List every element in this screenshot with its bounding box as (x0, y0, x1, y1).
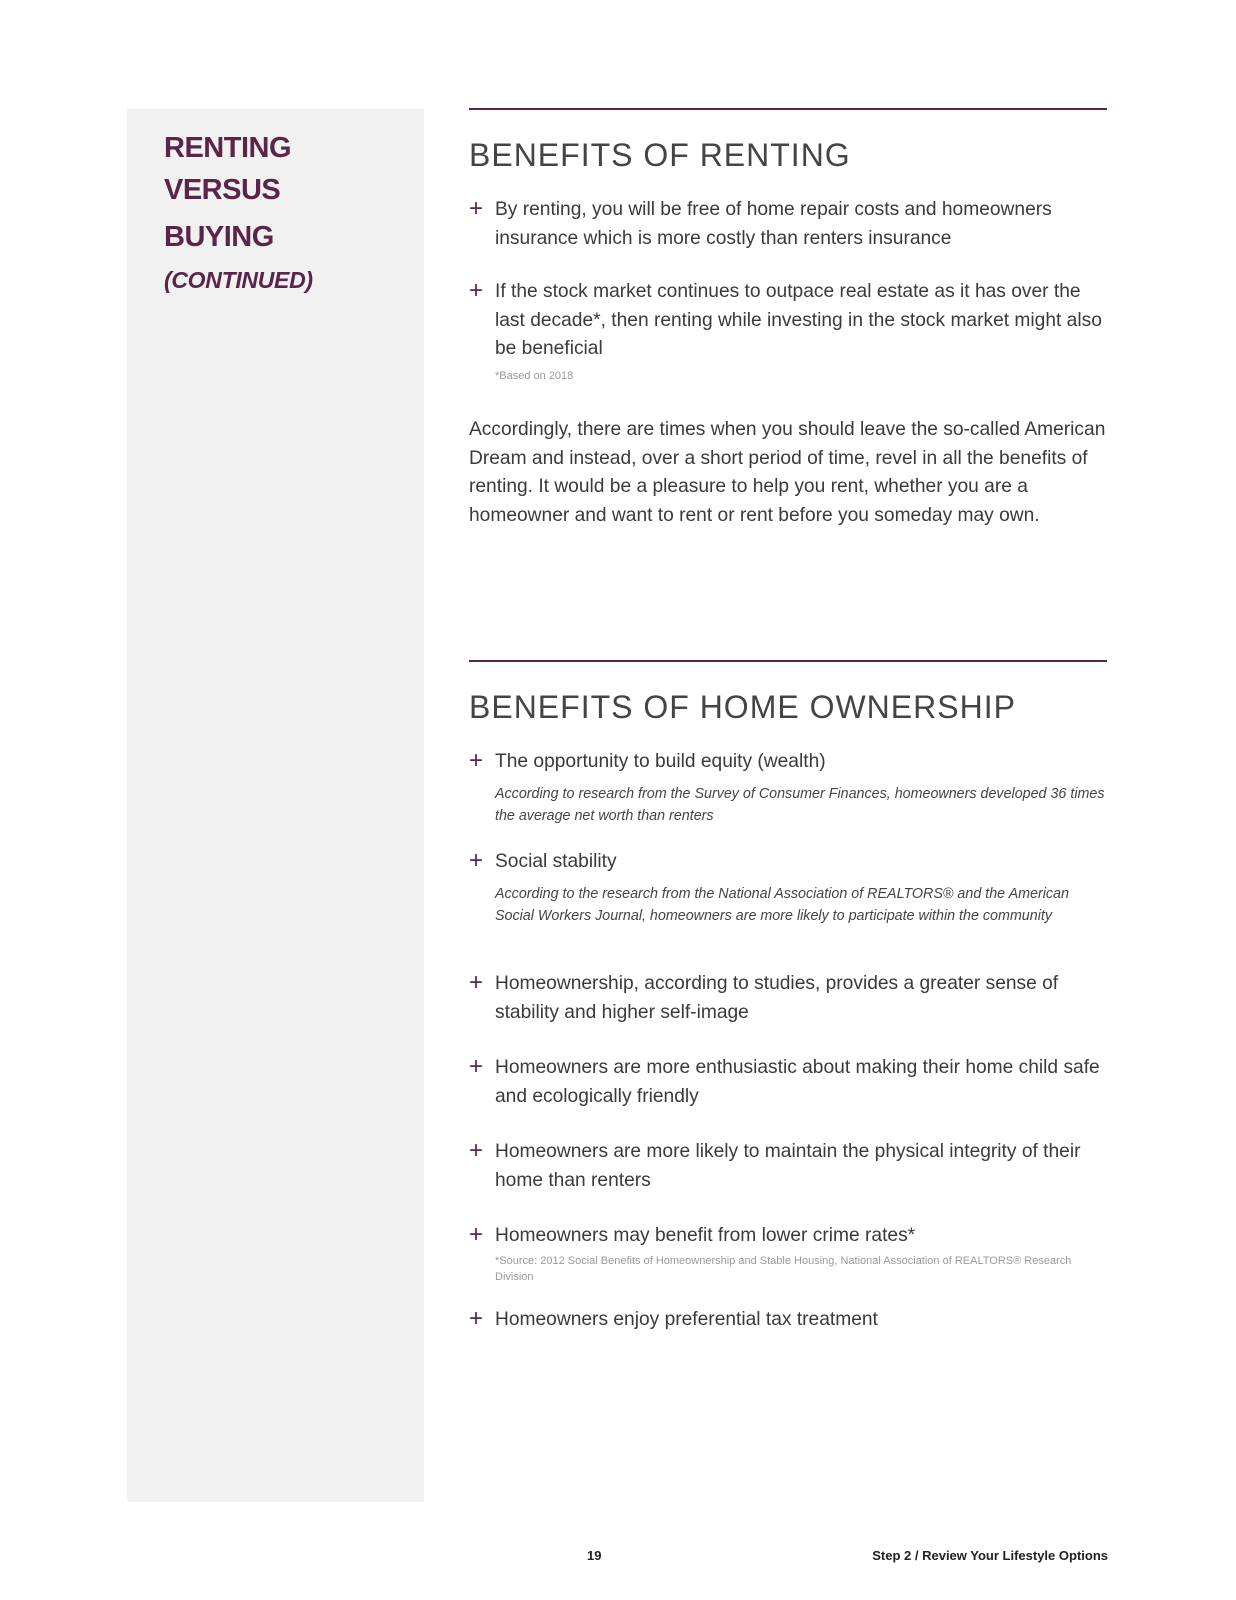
list-item-text: Homeownership, according to studies, provides a greater sense of stability and higher self-image (495, 973, 1059, 1023)
sidebar-title-continued: (CONTINUED) (164, 267, 313, 293)
list-item (469, 848, 1109, 927)
section-divider (469, 660, 1107, 662)
list-item (469, 1054, 1109, 1111)
footnote: *Based on 2018 (495, 369, 574, 382)
list-item (469, 970, 1109, 1027)
ownership-heading: BENEFITS OF HOME OWNERSHIP (469, 689, 1016, 725)
list-item-text: Homeowners enjoy preferential tax treatment (495, 1309, 878, 1330)
research-note: According to research from the Survey of Consumer Finances, homeowners developed 36 times the average net worth than renters (495, 785, 1105, 824)
plus-icon: + (469, 1305, 484, 1332)
page-number: 19 (587, 1548, 602, 1563)
list-item-text: Homeowners may benefit from lower crime rates* (495, 1225, 916, 1246)
list-item-text: The opportunity to build equity (wealth) (495, 751, 826, 772)
footnote: *Source: 2012 Social Benefits of Homeownership and Stable Housing, National Association of REALTORS® Research Division (495, 1254, 1072, 1283)
list-item-text: By renting, you will be free of home repair costs and homeowners insurance which is more costly than renters insurance (495, 199, 1052, 249)
sidebar-title-line: RENTING (164, 132, 291, 164)
list-item-text: If the stock market continues to outpace real estate as it has over the last decade*, then renting while investing in the stock market might also be beneficial (495, 281, 1102, 359)
plus-icon: + (469, 1221, 484, 1248)
list-item-text: Homeowners are more likely to maintain the physical integrity of their home than renters (495, 1141, 1081, 1191)
renting-heading: BENEFITS OF RENTING (469, 137, 851, 173)
plus-icon: + (469, 1053, 484, 1080)
plus-icon: + (469, 277, 484, 304)
list-item (469, 1306, 1109, 1335)
list-item-text: Social stability (495, 851, 617, 872)
plus-icon: + (469, 747, 484, 774)
plus-icon: + (469, 969, 484, 996)
sidebar-panel (127, 109, 424, 1502)
list-item-text: Homeowners are more enthusiastic about making their home child safe and ecologically friendly (495, 1057, 1100, 1107)
section-divider (469, 108, 1107, 110)
renting-paragraph: Accordingly, there are times when you should leave the so-called American Dream and instead, over a short period of time, revel in all the benefits of renting. It would be a pleasure to help you rent, whether you are a homeowner and want to rent or rent before you someday may own. (469, 419, 1106, 526)
research-note: According to the research from the National Association of REALTORS® and the American Social Workers Journal, homeowners are more likely to participate within the community (495, 885, 1069, 924)
sidebar-title-line: BUYING (164, 221, 274, 253)
plus-icon: + (469, 847, 484, 874)
list-item (469, 748, 1109, 827)
sidebar-title-line: VERSUS (164, 174, 281, 206)
list-item (469, 278, 1109, 384)
plus-icon: + (469, 195, 484, 222)
list-item (469, 196, 1109, 253)
footer-step-label: Step 2 / Review Your Lifestyle Options (872, 1548, 1108, 1563)
sidebar-title (164, 134, 404, 292)
plus-icon: + (469, 1137, 484, 1164)
list-item (469, 1138, 1109, 1195)
list-item (469, 1222, 1109, 1285)
